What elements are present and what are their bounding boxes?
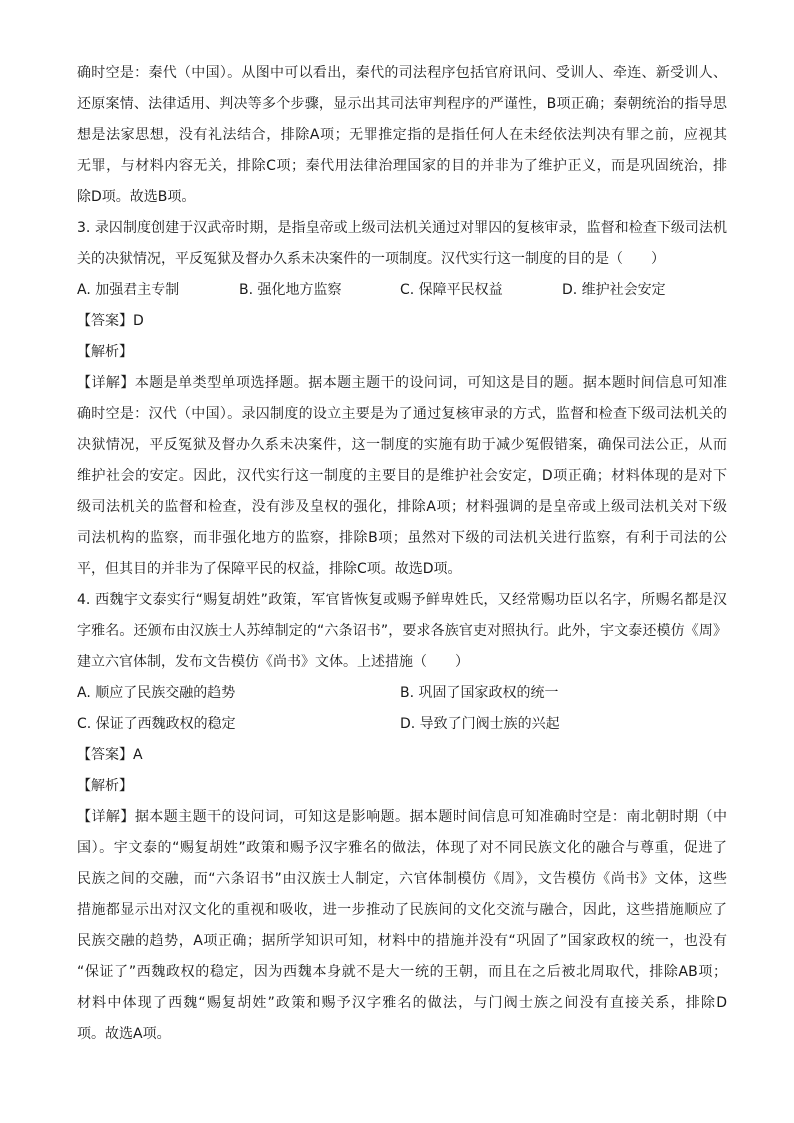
detail-line: 司法机构的监察，而非强化地方的监察，排除B项；虽然对下级的司法机关进行监察，有利于司法的公 <box>77 530 727 546</box>
question-stem-line: 字雅名。还颁布由汉族士人苏绰制定的“六条诏书”，要求各族官吏对照执行。此外，宇文泰还模仿《周》 <box>77 623 727 639</box>
detail-line: 【详解】据本题主题干的设问词，可知这是影响题。据本题时间信息可知准确时空是：南北朝时期（中 <box>77 809 727 825</box>
option-c: C. 保障平民权益 <box>400 282 503 298</box>
q2-analysis-continuation <box>77 58 727 213</box>
detail-line: 措施都显示出对汉文化的重视和吸收，进一步推动了民族间的文化交流与融合，因此，这些措施顺应了 <box>77 902 727 918</box>
question-stem-line: 4. 西魏宇文泰实行“赐复胡姓”政策，军官皆恢复或赐予鲜卑姓氏，又经常赐功臣以名字，所赐名都是汉 <box>77 592 727 608</box>
text-line: 确时空是：秦代（中国）。从图中可以看出，秦代的司法程序包括官府讯问、受训人、牵连、新受训人、 <box>77 65 727 81</box>
detail-line: 【详解】本题是单类型单项选择题。据本题主题干的设问词，可知这是目的题。据本题时间信息可知准 <box>77 375 727 391</box>
text-line: 除D项。故选B项。 <box>77 189 196 205</box>
text-line: 无罪，与材料内容无关，排除C项；秦代用法律治理国家的目的并非为了维护正义，而是巩固统治，排 <box>77 158 727 174</box>
text-line: 还原案情、法律适用、判决等多个步骤，显示出其司法审判程序的严谨性，B项正确；秦朝统治的指导思 <box>77 96 727 112</box>
answer-label: 【答案】A <box>77 747 143 763</box>
detail-line: 平，但其目的并非为了保障平民的权益，排除C项。故选D项。 <box>77 561 462 577</box>
analysis-label: 【解析】 <box>77 344 133 360</box>
question-stem-line: 建立六官体制，发布文告模仿《尚书》文体。上述措施（ ） <box>77 654 469 670</box>
text-line: 想是法家思想，没有礼法结合，排除A项；无罪推定指的是指任何人在未经依法判决有罪之前，应视其 <box>77 127 727 143</box>
document-page <box>77 58 727 1050</box>
detail-line: 民族之间的交融，而“六条诏书”由汉族士人制定，六官体制模仿《周》，文告模仿《尚书》文体，这些 <box>77 871 727 887</box>
detail-line: 民族交融的趋势，A项正确；据所学知识可知，材料中的措施并没有“巩固了”国家政权的统一，也没有 <box>77 933 727 949</box>
option-c: C. 保证了西魏政权的稳定 <box>77 716 236 732</box>
detail-line: 确时空是：汉代（中国）。录囚制度的设立主要是为了通过复核审录的方式，监督和检查下级司法机关的 <box>77 406 727 422</box>
detail-line: 国）。宇文泰的“赐复胡姓”政策和赐予汉字雅名的做法，体现了对不同民族文化的融合与尊重，促进了 <box>77 840 727 856</box>
option-b: B. 巩固了国家政权的统一 <box>400 685 559 701</box>
detail-line: 级司法机关的监督和检查，没有涉及皇权的强化，排除A项；材料强调的是皇帝或上级司法机关对下级 <box>77 499 727 515</box>
question-3 <box>77 213 727 585</box>
question-4 <box>77 585 727 1050</box>
option-d: D. 维护社会安定 <box>562 282 666 298</box>
question-stem-line: 关的决狱情况，平反冤狱及督办久系未决案件的一项制度。汉代实行这一制度的目的是（ ） <box>77 251 665 267</box>
detail-line: 维护社会的安定。因此，汉代实行这一制度的主要目的是维护社会安定，D项正确；材料体现的是对下 <box>77 468 727 484</box>
option-a: A. 加强君主专制 <box>77 282 180 298</box>
options-row <box>77 275 727 306</box>
option-a: A. 顺应了民族交融的趋势 <box>77 685 236 701</box>
options-row <box>77 709 727 740</box>
option-d: D. 导致了门阀士族的兴起 <box>400 716 560 732</box>
question-stem-line: 3. 录囚制度创建于汉武帝时期，是指皇帝或上级司法机关通过对罪囚的复核审录，监督和检查下级司法机 <box>77 220 727 236</box>
detail-line: 材料中体现了西魏“赐复胡姓”政策和赐予汉字雅名的做法，与门阀士族之间没有直接关系，排除D <box>77 995 727 1011</box>
options-row <box>77 678 727 709</box>
option-b: B. 强化地方监察 <box>239 282 342 298</box>
detail-line: “保证了”西魏政权的稳定，因为西魏本身就不是大一统的王朝，而且在之后被北周取代，排除AB项； <box>77 964 727 980</box>
answer-label: 【答案】D <box>77 313 144 329</box>
detail-line: 项。故选A项。 <box>77 1026 171 1042</box>
analysis-label: 【解析】 <box>77 778 133 794</box>
detail-line: 决狱情况，平反冤狱及督办久系未决案件，这一制度的实施有助于减少冤假错案，确保司法公正，从而 <box>77 437 727 453</box>
